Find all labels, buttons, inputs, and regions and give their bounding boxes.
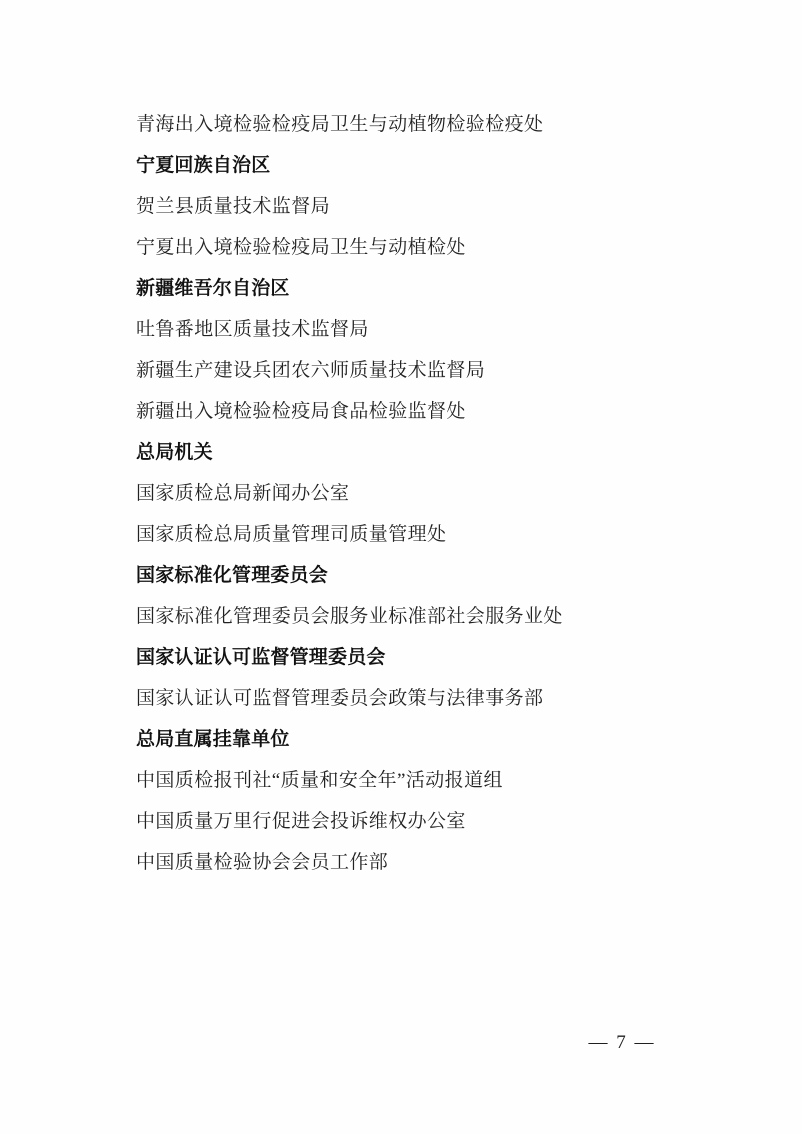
list-item: 国家质检总局质量管理司质量管理处 [136, 524, 447, 545]
section-heading: 总局机关 [136, 441, 213, 463]
section-heading: 新疆维吾尔自治区 [136, 277, 290, 299]
list-item: 中国质量检验协会会员工作部 [136, 852, 389, 873]
list-item: 新疆生产建设兵团农六师质量技术监督局 [136, 360, 486, 381]
list-item: 中国质检报刊社“质量和安全年”活动报道组 [136, 770, 503, 791]
list-item: 吐鲁番地区质量技术监督局 [136, 319, 369, 340]
document-body [136, 104, 676, 883]
page-footer [0, 1032, 802, 1054]
list-item: 新疆出入境检验检疫局食品检验监督处 [136, 401, 466, 422]
list-item: 青海出入境检验检疫局卫生与动植物检验检疫处 [136, 114, 544, 135]
list-item: 国家标准化管理委员会服务业标准部社会服务业处 [136, 606, 563, 627]
list-item: 宁夏出入境检验检疫局卫生与动植检处 [136, 237, 466, 258]
section-heading: 总局直属挂靠单位 [136, 728, 290, 750]
list-item: 贺兰县质量技术监督局 [136, 196, 331, 217]
page-number: — 7 — [588, 1032, 656, 1053]
list-item: 国家质检总局新闻办公室 [136, 483, 350, 504]
section-heading: 宁夏回族自治区 [136, 154, 271, 176]
section-heading: 国家认证认可监督管理委员会 [136, 646, 386, 668]
list-item: 中国质量万里行促进会投诉维权办公室 [136, 811, 466, 832]
list-item: 国家认证认可监督管理委员会政策与法律事务部 [136, 688, 544, 709]
section-heading: 国家标准化管理委员会 [136, 564, 329, 586]
